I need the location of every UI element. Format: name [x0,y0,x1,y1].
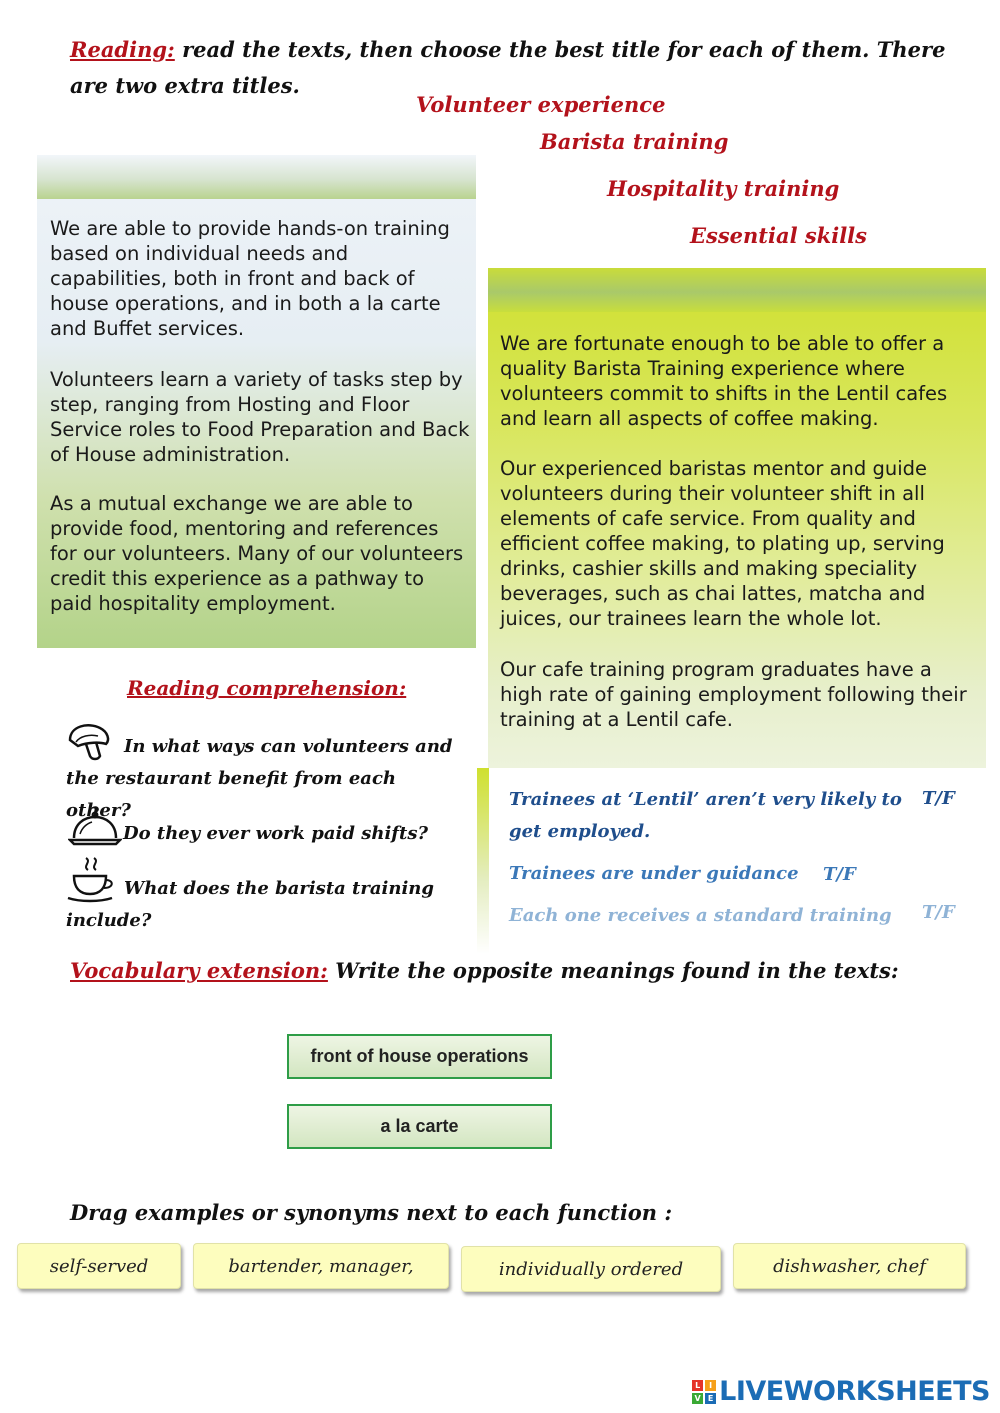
drag-chip-individually-ordered[interactable]: individually ordered [461,1246,721,1292]
drag-chip-dishwasher-chef[interactable]: dishwasher, chef [733,1243,966,1289]
tf-choice-1[interactable]: T/F [922,788,955,809]
drag-chip-bartender-manager[interactable]: bartender, manager, [193,1243,449,1289]
title-drop-zone-left[interactable] [37,155,476,199]
title-option-essential-skills[interactable]: Essential skills [690,223,867,248]
question-3: What does the barista training include? [66,878,434,931]
comprehension-heading: Reading comprehension: [127,676,407,700]
right-paragraph-2: Our experienced baristas mentor and guide volunteers during their volunteer shift in all elements of cafe service. From quality and efficient coffee making, to plating up, serving drinks, cashier skills and making speciality beverages, such as chai lattes, matcha and juices, our trainees learn the whole lot. [500,457,945,630]
vocab-box-a-la-carte[interactable]: a la carte [287,1104,552,1149]
title-option-barista-training[interactable]: Barista training [540,129,729,154]
tf-choice-2[interactable]: T/F [823,864,856,885]
vocabulary-heading [70,958,899,983]
left-paragraph-2: Volunteers learn a variety of tasks step by step, ranging from Hosting and Floor Service roles to Food Preparation and Back of House administration. [50,368,470,466]
tf-statement-2: Trainees are under guidance [509,863,799,884]
question-1: In what ways can volunteers and the restaurant benefit from each other? [66,736,453,821]
reading-label: Reading: [70,37,175,62]
tf-statement-3: Each one receives a standard training [509,905,892,926]
reading-instruction-text: read the texts, then choose the best title for each of them. There are two extra titles. [70,37,946,98]
serving-cloche-icon [68,806,122,850]
left-paragraph-3: As a mutual exchange we are able to provide food, mentoring and references for our volunteers. Many of our volunteers credit this experience as a pathway to paid hospitality employment. [50,492,464,615]
drag-chip-self-served[interactable]: self-served [17,1243,181,1289]
liveworksheets-logo-icon [692,1380,716,1404]
vocabulary-label: Vocabulary extension: [70,958,328,983]
logo-letter-e: E [705,1393,716,1404]
logo-letter-v: V [692,1393,703,1404]
brand-name: LIVEWORKSHEETS [719,1376,990,1407]
tf-strip [477,768,489,954]
question-2: Do they ever work paid shifts? [123,823,429,844]
left-paragraph-1: We are able to provide hands-on training based on individual needs and capabilities, both in front and back of house operations, and in both a la carte and Buffet services. [50,217,450,340]
logo-letter-l: L [692,1380,703,1391]
liveworksheets-logo [692,1376,990,1407]
title-option-volunteer-experience[interactable]: Volunteer experience [416,92,666,117]
logo-letter-i: I [705,1380,716,1391]
right-paragraph-3: Our cafe training program graduates have a high rate of gaining employment following their training at a Lentil cafe. [500,658,967,731]
vocab-box-front-of-house[interactable]: front of house operations [287,1034,552,1079]
tf-statement-1: Trainees at ‘Lentil’ aren’t very likely to get employed. [509,789,902,842]
title-drop-zone-right[interactable] [488,268,986,312]
vocabulary-instruction-text: Write the opposite meanings found in the texts: [327,958,899,983]
title-option-hospitality-training[interactable]: Hospitality training [607,176,840,201]
tf-choice-3[interactable]: T/F [922,902,955,923]
drag-heading: Drag examples or synonyms next to each function : [70,1200,673,1225]
right-paragraph-1: We are fortunate enough to be able to offer a quality Barista Training experience where volunteers commit to shifts in the Lentil cafes and learn all aspects of coffee making. [500,332,948,430]
